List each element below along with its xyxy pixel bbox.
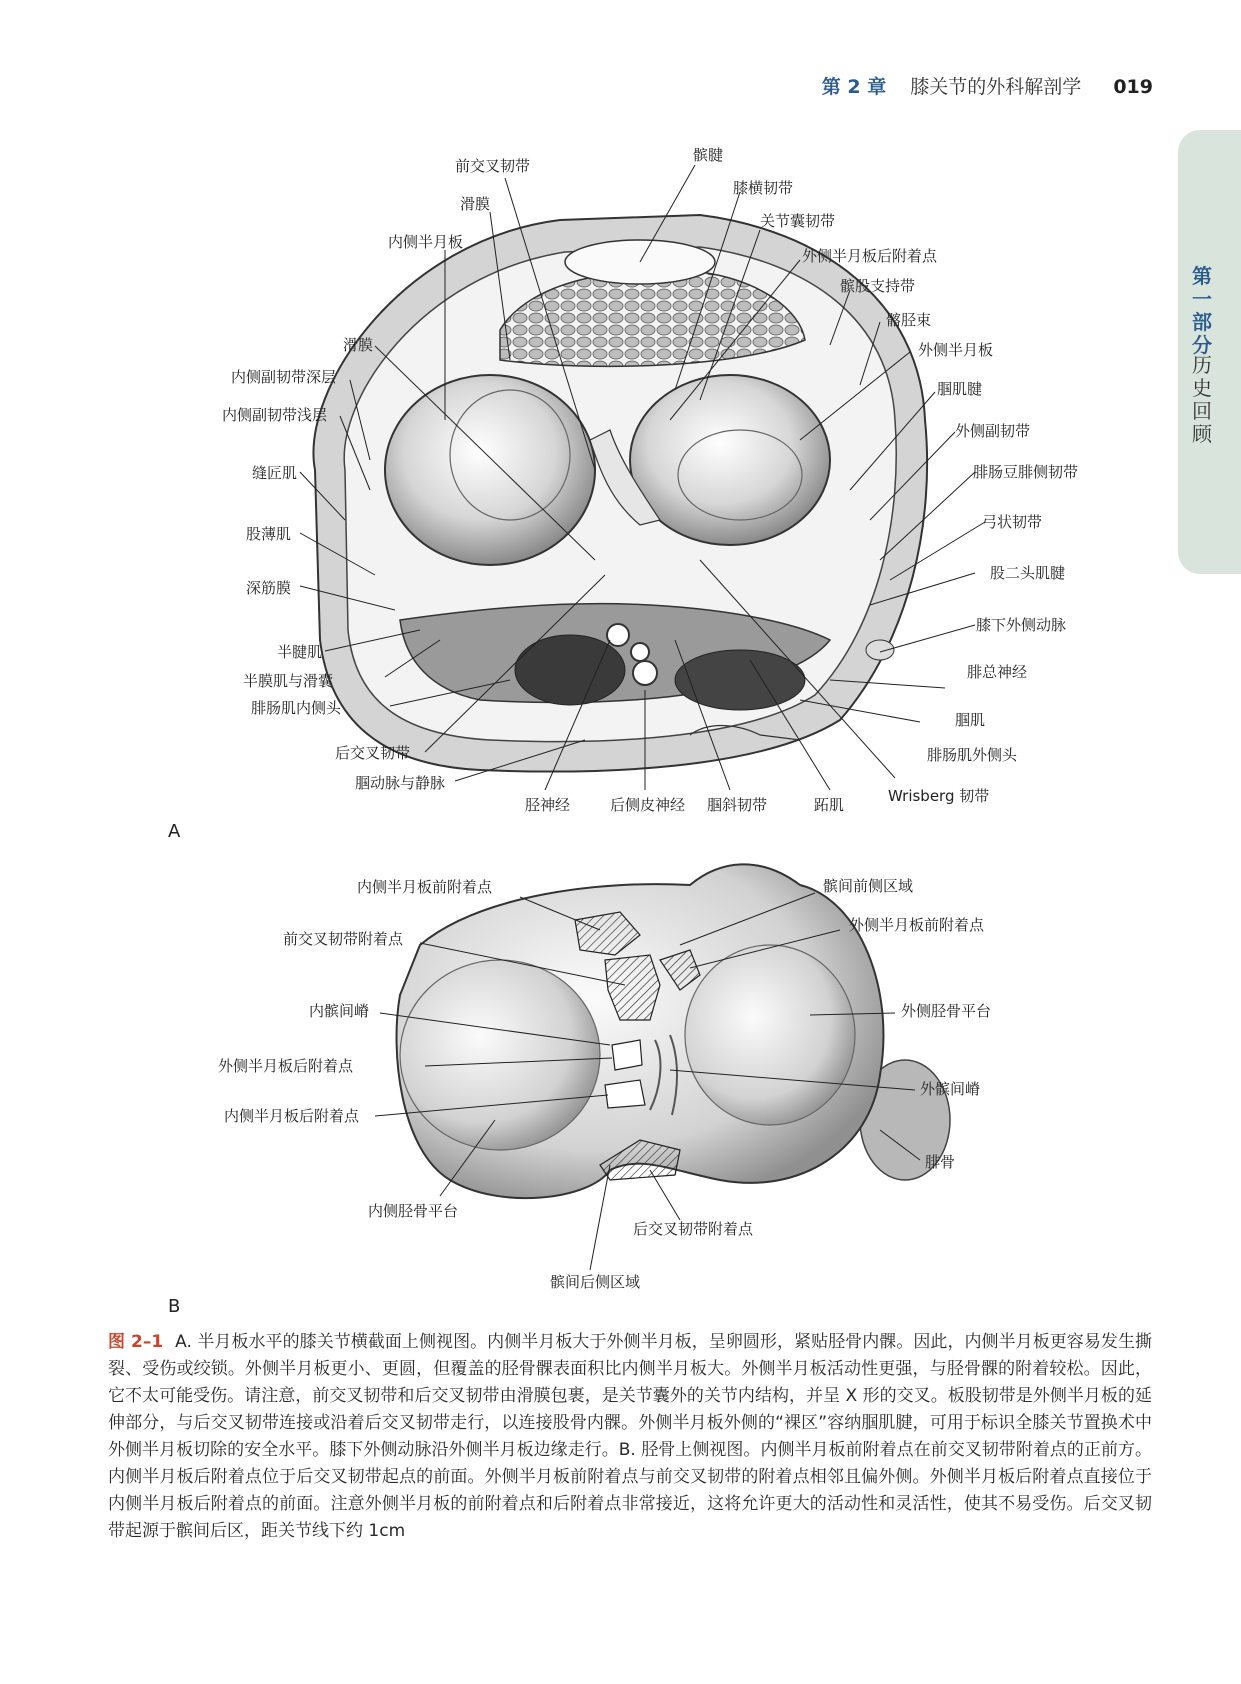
label-oblique-popliteal: 腘斜韧带 (707, 796, 768, 814)
lateral-gastrocnemius-shape (675, 650, 805, 710)
label-arcuate: 弓状韧带 (982, 513, 1043, 531)
label-synovium-top: 滑膜 (460, 195, 491, 213)
figure-b-illustration (397, 864, 950, 1198)
label-synovium-left: 滑膜 (343, 336, 374, 354)
label-lcl: 外侧副韧带 (955, 422, 1031, 440)
label-medial-spine: 内髌间嵴 (309, 1002, 370, 1020)
caption-text: A. 半月板水平的膝关节横截面上侧视图。内侧半月板大于外侧半月板，呈卵圆形，紧贴胫骨内髁。因此，内侧半月板更容易发生撕裂、受伤或绞锁。外侧半月板更小、更圆，但覆盖的胫骨髁表面积比内侧半月板大。外侧半月板活动性更强，与胫骨髁的附着较松。因此，它不太可能受伤。请注意，前交叉韧带和后交叉韧带由滑膜包裹，是关节囊外的关节内结构，并呈 X 形的交叉。板股韧带是外侧半月板的延伸部分，与后交叉韧带连接或沿着后交叉韧带走行，以连接股骨内髁。外侧半月板外侧的“裸区”容纳腘肌腱，可用于标识全膝关节置换术中外侧半月板切除的安全水平。膝下外侧动脉沿外侧半月板边缘走行。B. 胫骨上侧视图。内侧半月板前附着点在前交叉韧带附着点的正前方。内侧半月板后附着点位于后交叉韧带起点的前面。外侧半月板前附着点与前交叉韧带的附着点相邻且偏外侧。外侧半月板后附着点直接位于内侧半月板后附着点的前面。注意外侧半月板的前附着点和后附着点非常接近，这将允许更大的活动性和灵活性，使其不易受伤。后交叉韧带起源于髌间后区，距关节线下约 1cm (108, 1332, 1152, 1541)
label-mcl-superficial: 内侧副韧带浅层 (222, 406, 328, 424)
label-medial-plateau: 内侧胫骨平台 (368, 1202, 459, 1220)
label-fibula: 腓骨 (925, 1153, 956, 1171)
peroneal-nerve-shape (866, 640, 894, 660)
label-medial-gastrocnemius: 腓肠肌内侧头 (251, 699, 342, 717)
label-mm-post-attach: 内侧半月板后附着点 (224, 1107, 360, 1125)
label-inf-lat-genicular: 膝下外侧动脉 (976, 616, 1067, 634)
label-it-band: 髂胫束 (886, 311, 932, 329)
label-pcl-attach: 后交叉韧带附着点 (633, 1220, 754, 1238)
label-wrisberg: Wrisberg 韧带 (888, 787, 990, 805)
medial-condyle (385, 375, 595, 565)
mm-post-attach-shape (605, 1080, 645, 1108)
label-medial-meniscus: 内侧半月板 (388, 233, 464, 251)
medial-plateau-shape (400, 960, 600, 1150)
page-number: 019 (1113, 76, 1153, 98)
label-lm-post-attach: 外侧半月板后附着点 (802, 247, 938, 265)
label-sartorius: 缝匠肌 (252, 464, 298, 482)
label-acl-attach: 前交叉韧带附着点 (283, 930, 404, 948)
lateral-plateau-shape (685, 945, 855, 1125)
label-popliteus: 腘肌 (955, 711, 986, 729)
label-mcl-deep: 内侧副韧带深层 (231, 368, 337, 386)
label-lm-ant-attach: 外侧半月板前附着点 (849, 916, 985, 934)
label-fabellofibular: 腓肠豆腓侧韧带 (973, 463, 1079, 481)
side-tab-part: 第一部分 (1192, 264, 1212, 357)
label-ant-intercondylar: 髌间前侧区域 (823, 877, 914, 895)
label-capsular-ligament: 关节囊韧带 (760, 212, 836, 230)
figure-a-illustration (314, 215, 928, 772)
label-patellar-tendon: 髌腱 (693, 146, 724, 164)
label-posterior-cutaneous: 后侧皮神经 (610, 796, 686, 814)
figure-number: 图 2–1 (108, 1332, 164, 1352)
panel-b-label: B (168, 1296, 181, 1317)
label-transverse-ligament: 膝横韧带 (733, 179, 794, 197)
label-biceps-tendon: 股二头肌腱 (990, 564, 1066, 582)
label-peroneal-nerve: 腓总神经 (967, 663, 1028, 681)
popliteal-vessel (607, 624, 629, 646)
label-gracilis: 股薄肌 (246, 525, 292, 543)
label-lateral-spine: 外髌间嵴 (920, 1080, 981, 1098)
label-lm-post-attach-b: 外侧半月板后附着点 (218, 1057, 354, 1075)
label-tibial-nerve: 胫神经 (525, 796, 571, 814)
label-lateral-meniscus: 外侧半月板 (918, 341, 994, 359)
label-acl: 前交叉韧带 (455, 157, 531, 175)
figure-caption (108, 1329, 1152, 1545)
label-semimembranosus: 半膜肌与滑囊 (243, 672, 334, 690)
label-mm-ant-attach: 内侧半月板前附着点 (357, 878, 493, 896)
label-lateral-plateau: 外侧胫骨平台 (901, 1002, 992, 1020)
panel-a-label: A (168, 821, 181, 842)
lm-post-attach-shape (612, 1040, 642, 1070)
label-plantaris: 跖肌 (814, 796, 845, 814)
side-tab-name: 历史回顾 (1192, 353, 1212, 446)
label-retinaculum: 髌股支持带 (840, 277, 916, 295)
label-deep-fascia: 深筋膜 (246, 579, 292, 597)
label-lateral-gastrocnemius: 腓肠肌外侧头 (927, 746, 1018, 764)
label-popliteal-vessels: 腘动脉与静脉 (355, 774, 446, 792)
label-popliteus-tendon: 腘肌腱 (937, 380, 983, 398)
chapter-title: 膝关节的外科解剖学 (910, 76, 1082, 98)
chapter-number: 第 2 章 (821, 76, 887, 98)
label-post-intercondylar: 髌间后侧区域 (550, 1273, 641, 1291)
label-semitendinosus: 半腱肌 (277, 643, 323, 661)
medial-gastrocnemius-shape (515, 635, 625, 705)
label-pcl: 后交叉韧带 (335, 744, 411, 762)
